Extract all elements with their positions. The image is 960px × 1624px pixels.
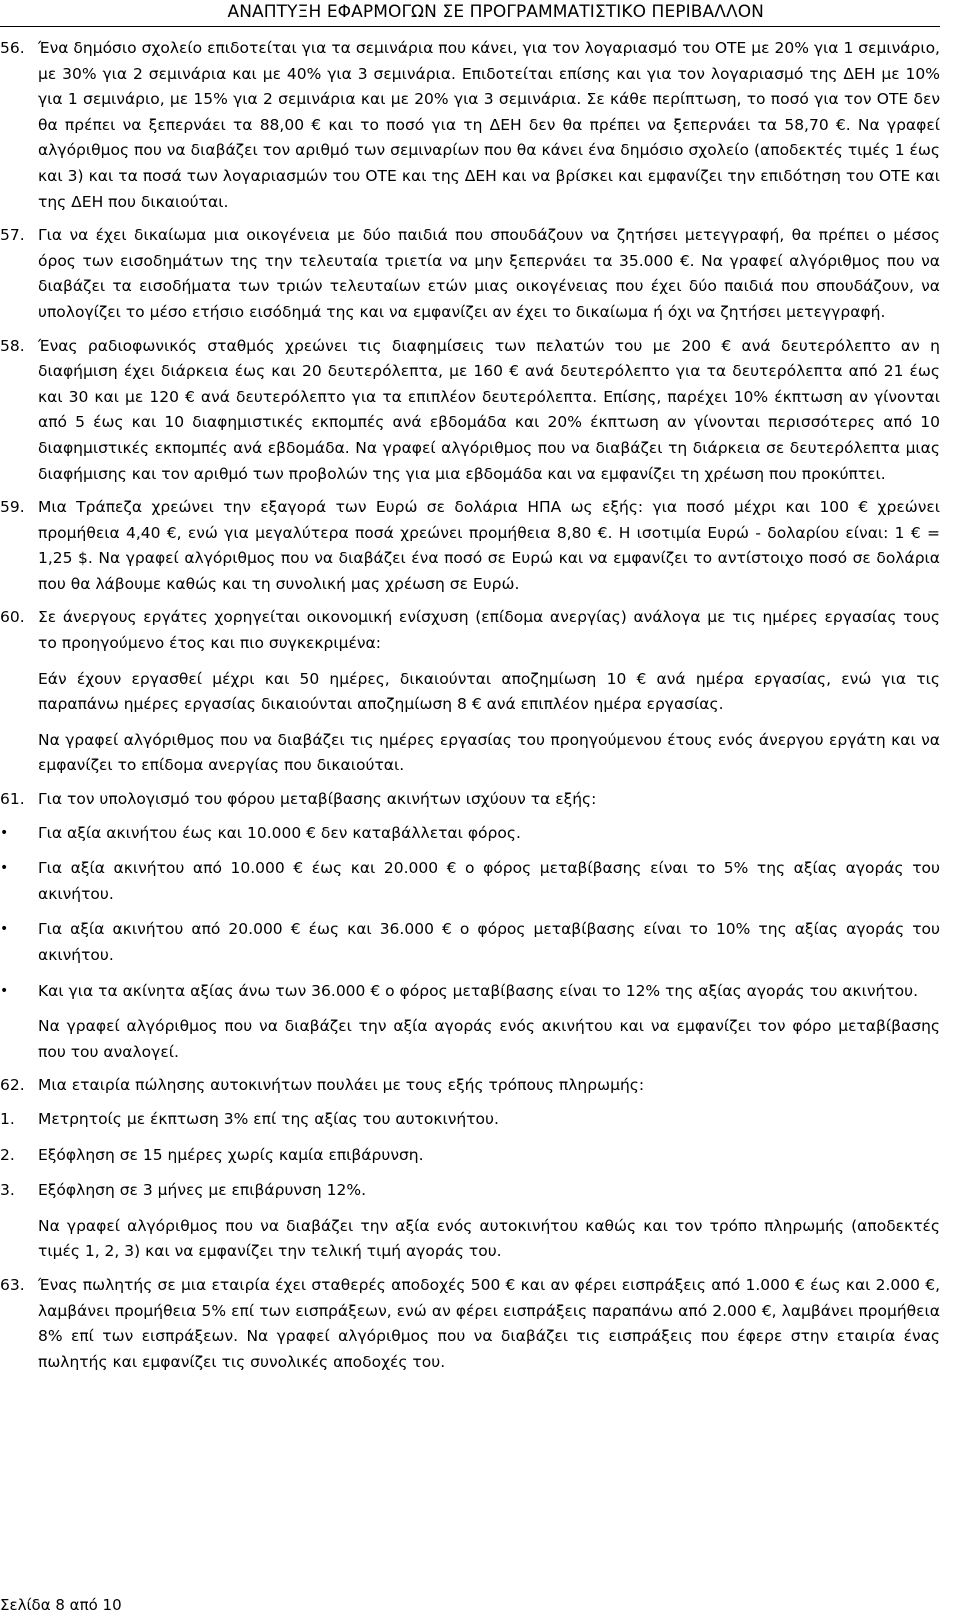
bullet-item: • Για αξία ακινήτου από 10.000 € έως και 20.000 € ο φόρος μεταβίβασης είναι το 5% της αξίας αγοράς του ακινήτου. [0,856,940,907]
exercise-paragraph: Εάν έχουν εργασθεί μέχρι και 50 ημέρες, δικαιούνται αποζημίωση 10 € ανά ημέρα εργασίας, ενώ για τις παραπάνω ημέρες εργασίας δικαιούνται αποζημίωση 8 € ανά επιπλέον ημέρα εργασίας. [38,669,940,714]
numbered-item: 3. Εξόφληση σε 3 μήνες με επιβάρυνση 12%. [0,1181,367,1200]
bullet-item: • Για αξία ακινήτου από 20.000 € έως και 36.000 € ο φόρος μεταβίβασης είναι το 10% της αξίας αγοράς του ακινήτου. [0,917,940,968]
exercise-intro: Για τον υπολογισμό του φόρου μεταβίβασης ακινήτων ισχύουν τα εξής: [38,790,597,809]
exercise-number: 62. [0,1076,25,1095]
exercise-61-outro [0,1014,940,1065]
numbered-item: 2. Εξόφληση σε 15 ημέρες χωρίς καμία επιβάρυνση. [0,1145,424,1164]
exercise-63 [0,1273,940,1375]
exercise-list [0,36,940,1383]
bullet-icon: • [0,860,9,877]
exercise-number: 58. [0,336,25,355]
exercise-number: 63. [0,1275,25,1294]
running-header: ΑΝΑΠΤΥΞΗ ΕΦΑΡΜΟΓΩΝ ΣΕ ΠΡΟΓΡΑΜΜΑΤΙΣΤΙΚΟ ΠΕΡΙΒΑΛΛΟΝ [227,2,764,22]
exercise-paragraph: Να γραφεί αλγόριθμος που να διαβάζει την αξία ενός αυτοκινήτου καθώς και τον τρόπο πληρωμής (αποδεκτές τιμές 1, 2, 3) και να εμφανίζει την τελική τιμή αγοράς του. [38,1216,940,1261]
page-number: Σελίδα 8 από 10 [0,1596,122,1614]
exercise-58 [0,334,940,488]
exercise-62-outro [0,1214,940,1265]
numbered-item: 1. Μετρητοίς με έκπτωση 3% επί της αξίας του αυτοκινήτου. [0,1109,499,1128]
exercise-57 [0,223,940,325]
exercise-text: Μια Τράπεζα χρεώνει την εξαγορά των Ευρώ σε δολάρια ΗΠΑ ως εξής: για ποσό μέχρι και 100 € χρεώνει προμήθεια 4,40 €, ενώ για μεγαλύτερα ποσά χρεώνει προμήθεια 8,80 €. Η ισοτιμία Ευρώ - δολαρίου είναι: 1 € = 1,25 $. Να γραφεί αλγόριθμος που να διαβάζει ένα ποσό σε Ευρώ και να εμφανίζει το αντίστοιχο ποσό σε δολάρια που θα λάβουμε καθώς και τη συνολική μας χρέωση σε Ευρώ. [38,498,940,593]
bullet-list [0,821,940,1005]
exercise-text: Για να έχει δικαίωμα μια οικογένεια με δύο παιδιά που σπουδάζουν να ζητήσει μετεγγραφή, θα πρέπει ο μέσος όρος των εισοδημάτων της την τελευταία τριετία να μην ξεπερνάει τα 35.000 €. Να γραφεί αλγόριθμος που να διαβάζει τα εισοδήματα των τριών τελευταίων ετών μιας οικογένειας που έχει δύο παιδιά που σπουδάζουν, να υπολογίζει το μέσο ετήσιο εισόδημά της και να εμφανίζει αν έχει το δικαίωμα ή όχι να ζητήσει μετεγγραφή. [38,226,940,321]
bullet-icon: • [0,982,9,999]
exercise-paragraph: Σε άνεργους εργάτες χορηγείται οικονομική ενίσχυση (επίδομα ανεργίας) ανάλογα με τις ημέρες εργασίας τους το προηγούμενο έτος και πιο συγκεκριμένα: [38,608,940,653]
bullet-item: • Για αξία ακινήτου έως και 10.000 € δεν καταβάλλεται φόρος. [0,821,940,847]
exercise-56 [0,36,940,215]
exercise-60 [0,605,940,779]
bullet-item: • Και για τα ακίνητα αξίας άνω των 36.000 € ο φόρος μεταβίβασης είναι το 12% της αξίας αγοράς του ακινήτου. [0,979,940,1005]
exercise-number: 61. [0,790,25,809]
numbered-list [0,1107,940,1204]
exercise-number: 59. [0,498,25,517]
exercise-59 [0,495,940,597]
bullet-icon: • [0,921,9,938]
header-rule [0,26,940,27]
exercise-paragraph: Να γραφεί αλγόριθμος που να διαβάζει την αξία αγοράς ενός ακινήτου και να εμφανίζει τον φόρο μεταβίβασης που του αναλογεί. [38,1017,940,1061]
exercise-paragraph: Να γραφεί αλγόριθμος που να διαβάζει τις ημέρες εργασίας του προηγούμενου έτους ενός άνεργου εργάτη και να εμφανίζει το επίδομα ανεργίας που δικαιούται. [38,730,940,775]
exercise-number: 57. [0,226,25,245]
exercise-intro: Μια εταιρία πώλησης αυτοκινήτων πουλάει με τους εξής τρόπους πληρωμής: [38,1076,645,1095]
exercise-text: Ένας ραδιοφωνικός σταθμός χρεώνει τις διαφημίσεις των πελατών του με 200 € ανά δευτερόλεπτο αν η διαφήμιση έχει διάρκεια έως και 20 δευτερόλεπτα, με 160 € ανά δευτερόλεπτο για τα δευτερόλεπτα από 21 έως και 30 και με 120 € ανά δευτερόλεπτο για τα επιπλέον δευτερόλεπτα. Επίσης, παρέχει 10% έκπτωση αν γίνονται από 5 έως και 10 διαφημιστικές εκπομπές ανά εβδομάδα και 20% έκπτωση αν γίνονται περισσότερες από 10 διαφημιστικές εκπομπές ανά εβδομάδα. Να γραφεί αλγόριθμος που να διαβάζει τη διάρκεια σε δευτερόλεπτα μιας διαφήμισης και τον αριθμό των προβολών της για μια εβδομάδα και να εμφανίζει τη χρέωση που προκύπτει. [38,336,940,483]
exercise-number: 60. [0,608,25,627]
exercise-61 [0,787,940,813]
bullet-icon: • [0,824,9,841]
exercise-text: Ένα δημόσιο σχολείο επιδοτείται για τα σεμινάρια που κάνει, για τον λογαριασμό του ΟΤΕ με 20% για 1 σεμινάριο, με 30% για 2 σεμινάρια και με 40% για 3 σεμινάρια. Επιδοτείται επίσης και για τον λογαριασμό της ΔΕΗ με 10% για 1 σεμινάριο, με 15% για 2 σεμινάρια και με 20% για 3 σεμινάρια. Σε κάθε περίπτωση, το ποσό για τον ΟΤΕ δεν θα πρέπει να ξεπερνάει τα 88,00 € και το ποσό για τη ΔΕΗ δεν θα πρέπει να ξεπερνάει τα 58,70 €. Να γραφεί αλγόριθμος που να διαβάζει τον αριθμό των σεμιναρίων που θα κάνει ένα δημόσιο σχολείο (αποδεκτές τιμές 1 έως και 3) και τα ποσά των λογαριασμών του ΟΤΕ και της ΔΕΗ και να βρίσκει και εμφανίζει την επιδότηση του ΟΤΕ και της ΔΕΗ που δικαιούται. [38,39,940,211]
exercise-62 [0,1073,940,1099]
exercise-number: 56. [0,39,25,57]
exercise-text: Ένας πωλητής σε μια εταιρία έχει σταθερές αποδοχές 500 € και αν φέρει εισπράξεις από 1.000 € έως και 2.000 €, λαμβάνει προμήθεια 5% επί των εισπράξεων, ενώ αν φέρει εισπράξεις παραπάνω από 2.000 €, λαμβάνει προμήθεια 8% επί των εισπράξεων. Να γραφεί αλγόριθμος που να διαβάζει τις εισπράξεις που έφερε στην εταιρία ένας πωλητής και εμφανίζει τις συνολικές αποδοχές του. [38,1275,940,1371]
